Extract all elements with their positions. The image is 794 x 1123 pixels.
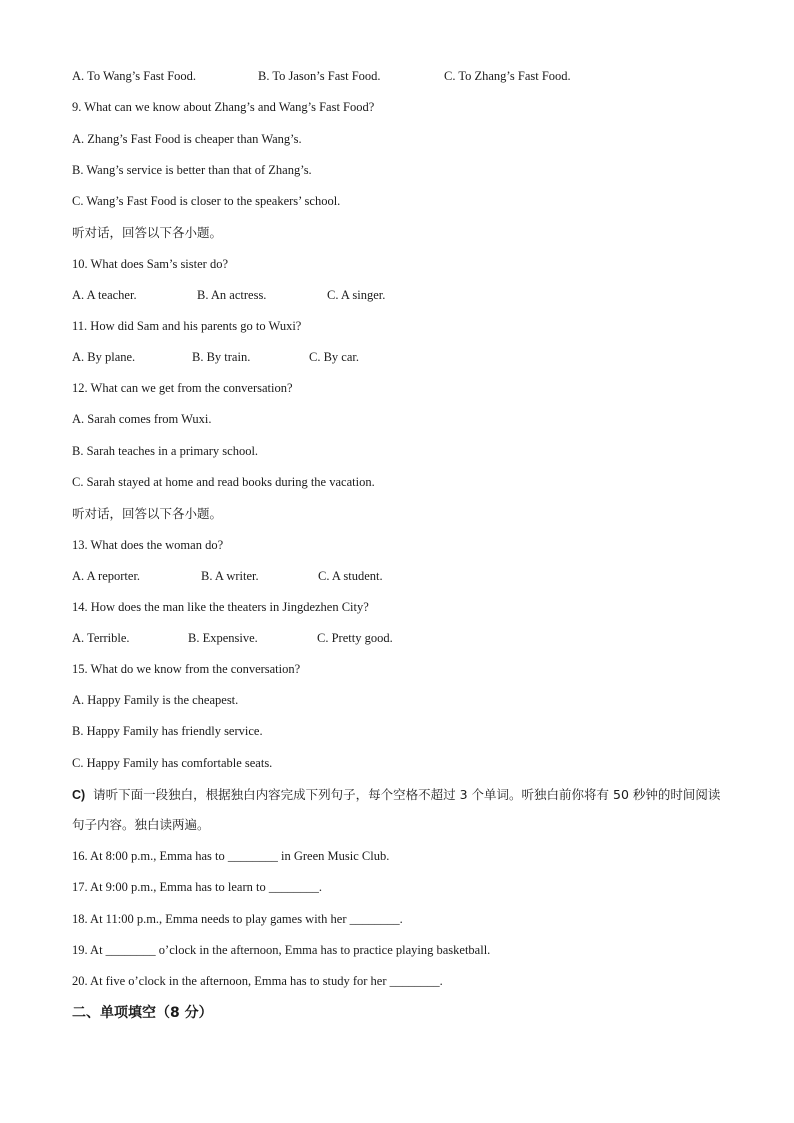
answer-line: A. Zhang’s Fast Food is cheaper than Wang’s. [72,132,302,146]
options-row [72,349,734,365]
option: C. To Zhang’s Fast Food. [444,69,571,83]
section-c-text: 请听下面一段独白，根据独白内容完成下列句子，每个空格不超过 3 个单词。听独白前你将有 50 秒钟的时间阅读句子内容。独白读两遍。 [72,787,721,832]
answer-line: C. Sarah stayed at home and read books during the vacation. [72,475,375,489]
instruction-text: 听对话，回答以下各小题。 [72,225,223,240]
option: C. Pretty good. [317,631,393,645]
section-c-label: C) [72,788,86,802]
option: A. A teacher. [72,288,137,302]
option: C. A student. [318,569,383,583]
option: B. Expensive. [188,631,258,645]
fill-blank-question: 17. At 9:00 p.m., Emma has to learn to ________. [72,880,322,894]
answer-line: C. Wang’s Fast Food is closer to the speakers’ school. [72,194,341,208]
option: C. A singer. [327,288,386,302]
section-heading: 二、单项填空（8 分） [72,1005,213,1021]
option: B. By train. [192,350,251,364]
option: B. An actress. [197,288,267,302]
answer-line: B. Happy Family has friendly service. [72,724,263,738]
section-c-instructions [72,780,724,840]
option: A. A reporter. [72,569,141,583]
fill-blank-question: 19. At ________ o’clock in the afternoon, Emma has to practice playing basketball. [72,943,491,957]
answer-line: B. Sarah teaches in a primary school. [72,444,259,458]
question-text: 12. What can we get from the conversation? [72,381,293,395]
question-text: 11. How did Sam and his parents go to Wuxi? [72,319,302,333]
answer-line: B. Wang’s service is better than that of Zhang’s. [72,163,312,177]
fill-blank-question: 16. At 8:00 p.m., Emma has to ________ in Green Music Club. [72,849,390,863]
instruction-text: 听对话，回答以下各小题。 [72,506,223,521]
fill-blank-question: 20. At five o’clock in the afternoon, Emma has to study for her ________. [72,974,443,988]
answer-line: C. Happy Family has comfortable seats. [72,756,273,770]
fill-blank-question: 18. At 11:00 p.m., Emma needs to play games with her ________. [72,912,403,926]
options-row [72,630,734,646]
option: B. To Jason’s Fast Food. [258,69,381,83]
question-text: 10. What does Sam’s sister do? [72,257,228,271]
options-row [72,287,734,303]
question-text: 14. How does the man like the theaters in Jingdezhen City? [72,600,369,614]
option: A. By plane. [72,350,136,364]
options-row [72,68,734,84]
question-text: 13. What does the woman do? [72,538,224,552]
option: C. By car. [309,350,359,364]
question-text: 15. What do we know from the conversation? [72,662,301,676]
option: A. Terrible. [72,631,130,645]
option: A. To Wang’s Fast Food. [72,69,197,83]
answer-line: A. Sarah comes from Wuxi. [72,412,212,426]
question-text: 9. What can we know about Zhang’s and Wang’s Fast Food? [72,100,375,114]
options-row [72,568,734,584]
option: B. A writer. [201,569,259,583]
answer-line: A. Happy Family is the cheapest. [72,693,239,707]
